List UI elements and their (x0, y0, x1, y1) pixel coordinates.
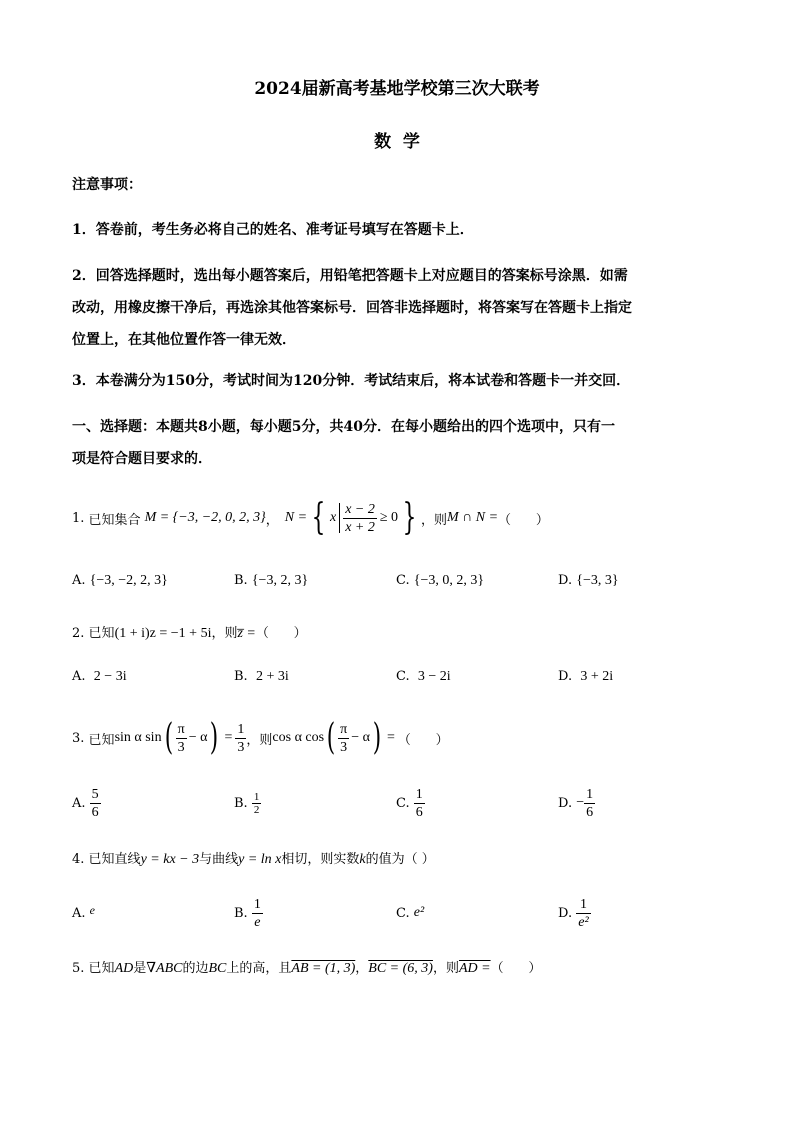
option-fraction (576, 896, 590, 931)
minus-alpha: − α (188, 730, 208, 745)
options-2 (72, 669, 722, 691)
minus-alpha: − α (351, 730, 370, 745)
left-paren: ( (164, 717, 173, 758)
options-4 (72, 892, 722, 934)
set-n-var: x (329, 510, 337, 525)
denominator: 6 (91, 804, 99, 820)
option-fraction (90, 786, 101, 821)
numerator: π (340, 721, 348, 737)
segment-ad: AD (114, 961, 134, 976)
question-number: 1. (72, 510, 85, 526)
numerator: π (177, 721, 185, 737)
denominator: 3 (340, 739, 348, 755)
question-3 (72, 716, 449, 760)
option-c (396, 573, 484, 589)
denominator: x + 2 (345, 519, 375, 535)
option-label: D. (558, 669, 573, 684)
option-b (234, 782, 261, 824)
option-label: C. (396, 795, 410, 811)
option-label: A. (72, 573, 86, 588)
denominator: 6 (586, 804, 594, 820)
option-value: {−3, 2, 3} (251, 573, 309, 588)
note-item-1: 1．答卷前，考生务必将自己的姓名、准考证号填写在答题卡上． (72, 222, 474, 238)
question-number: 4. (72, 852, 85, 867)
left-brace: { (311, 497, 326, 538)
question-text: 已知直线 (88, 852, 141, 867)
option-b (234, 573, 308, 589)
question-expr2: z̅ = (237, 626, 256, 641)
denominator: 3 (237, 739, 245, 755)
question-1 (72, 496, 549, 540)
set-n-fraction (343, 501, 377, 536)
pi-over-3 (338, 721, 349, 756)
set-m: M = {−3, −2, 0, 2, 3} (144, 510, 266, 525)
denominator: e (252, 913, 263, 931)
option-label: C. (396, 669, 410, 684)
option-fraction (414, 786, 425, 821)
option-label: B. (234, 669, 248, 684)
question-text: 已知 (88, 626, 115, 641)
option-c (396, 669, 451, 685)
separator: ， (355, 961, 369, 976)
set-n-lhs: N = (284, 510, 308, 525)
denominator: e² (578, 914, 589, 930)
option-b (234, 669, 289, 685)
question-text-is: 是 (133, 961, 147, 976)
option-label: D. (558, 905, 573, 921)
note-item-2-cont2: 位置上，在其他位置作答一律无效． (72, 332, 296, 348)
vector-bc: BC = (6, 3) (368, 961, 433, 976)
option-label: D. (558, 795, 573, 811)
set-bar (339, 503, 340, 533)
numerator: x − 2 (345, 501, 375, 517)
k-var: k (359, 852, 366, 867)
section-heading-line1: 一、选择题：本题共8小题，每小题5分，共40分．在每小题给出的四个选项中，只有一 (72, 419, 615, 435)
left-paren: ( (326, 717, 336, 758)
answer-blank: （ ） (255, 626, 307, 641)
option-value: {−3, 0, 2, 3} (413, 573, 485, 588)
right-brace: } (402, 497, 417, 538)
segment-bc: BC (208, 961, 227, 976)
note-item-2: 2．回答选择题时，选出每小题答案后，用铅笔把答题卡上对应题目的答案标号涂黑．如需 (72, 268, 628, 284)
answer-blank: （ ） (397, 732, 449, 748)
denominator: 3 (177, 739, 185, 755)
separator: ， (265, 512, 279, 528)
right-paren: ) (372, 717, 382, 758)
numerator: 1 (237, 721, 245, 737)
option-fraction (584, 786, 595, 821)
option-label: A. (72, 669, 86, 684)
options-3 (72, 782, 722, 824)
right-paren: ) (210, 717, 219, 758)
question-number: 5. (72, 961, 85, 976)
numerator: 1 (253, 896, 261, 912)
option-label: C. (396, 905, 410, 921)
numerator: 5 (91, 786, 99, 802)
question-number: 2. (72, 626, 85, 641)
lhs-expr: sin α sin (114, 730, 162, 745)
options-1 (72, 573, 722, 595)
option-d (558, 782, 595, 824)
equals: = (224, 730, 233, 745)
triangle-abc: ∇ABC (146, 961, 183, 976)
option-sign: − (576, 795, 585, 810)
question-expr: M ∩ N = (446, 510, 499, 525)
option-value: {−3, −2, 2, 3} (89, 573, 168, 588)
question-then: ，则 (432, 961, 459, 976)
option-value: 2 − 3i (93, 669, 127, 684)
option-value: 2 + 3i (255, 669, 289, 684)
option-label: C. (396, 573, 410, 588)
answer-blank: （ ） (490, 961, 542, 976)
exam-title: 2024届新高考基地学校第三次大联考 (254, 79, 540, 99)
question-2 (72, 622, 307, 642)
question-5 (72, 957, 541, 977)
question-text-edge: 的边 (182, 961, 209, 976)
option-a (72, 669, 127, 685)
vector-ad: AD = (458, 961, 491, 976)
option-d (558, 892, 591, 934)
option-d (558, 669, 613, 685)
set-n-rel: ≥ 0 (379, 510, 399, 525)
rhs-expr: cos α cos (272, 730, 325, 745)
equals: = (386, 730, 395, 745)
option-b (234, 892, 263, 934)
question-then: ，则 (246, 732, 273, 748)
question-expr: (1 + i)z = −1 + 5i (114, 626, 212, 641)
question-text-mid: 与曲线 (199, 852, 239, 867)
vector-ab: AB = (1, 3) (291, 961, 356, 976)
option-a (72, 892, 95, 934)
question-text: 已知集合 (88, 512, 141, 528)
curve-expr: y = ln x (238, 852, 282, 867)
numerator: 1 (579, 896, 587, 912)
question-text: 已知 (88, 961, 115, 976)
denominator: 2 (253, 803, 260, 816)
option-value: 3 − 2i (417, 669, 451, 684)
question-4 (72, 848, 435, 868)
note-item-2-cont: 改动，用橡皮擦干净后，再选涂其他答案标号．回答非选择题时，将答案写在答题卡上指定 (72, 300, 632, 316)
denominator: 6 (415, 804, 423, 820)
option-c (396, 782, 425, 824)
section-heading-line2: 项是符合题目要求的． (72, 451, 212, 467)
question-then: ，则 (420, 512, 447, 528)
option-value: e (89, 902, 95, 917)
option-label: A. (72, 905, 86, 921)
option-c (396, 892, 424, 934)
option-label: B. (234, 905, 248, 921)
question-then: ，则 (211, 626, 238, 641)
option-fraction (252, 896, 263, 931)
option-label: D. (558, 573, 573, 588)
option-a (72, 573, 168, 589)
one-third (235, 721, 246, 756)
question-text: 已知 (88, 732, 115, 748)
option-label: B. (234, 573, 248, 588)
numerator: 1 (586, 786, 594, 802)
option-fraction (252, 791, 262, 816)
option-value: 3 + 2i (580, 669, 614, 684)
question-text-suffix: 相切，则实数 (281, 852, 360, 867)
option-value: {−3, 3} (576, 573, 619, 588)
question-text-suffix2: 的值为（ ） (365, 852, 435, 867)
numerator: 1 (253, 790, 260, 803)
answer-blank: （ ） (498, 512, 549, 528)
question-text-height: 上的高，且 (226, 961, 292, 976)
option-label: A. (72, 795, 86, 811)
notes-heading: 注意事项： (72, 177, 142, 193)
option-value: e² (413, 905, 425, 920)
option-label: B. (234, 795, 248, 811)
subject-title: 数 学 (374, 132, 420, 152)
option-d (558, 573, 619, 589)
note-item-3: 3．本卷满分为150分，考试时间为120分钟．考试结束后，将本试卷和答题卡一并交回． (72, 373, 631, 389)
numerator: 1 (415, 786, 423, 802)
pi-over-3 (176, 721, 187, 756)
question-number: 3. (72, 730, 85, 746)
option-a (72, 782, 101, 824)
line-expr: y = kx − 3 (140, 852, 200, 867)
